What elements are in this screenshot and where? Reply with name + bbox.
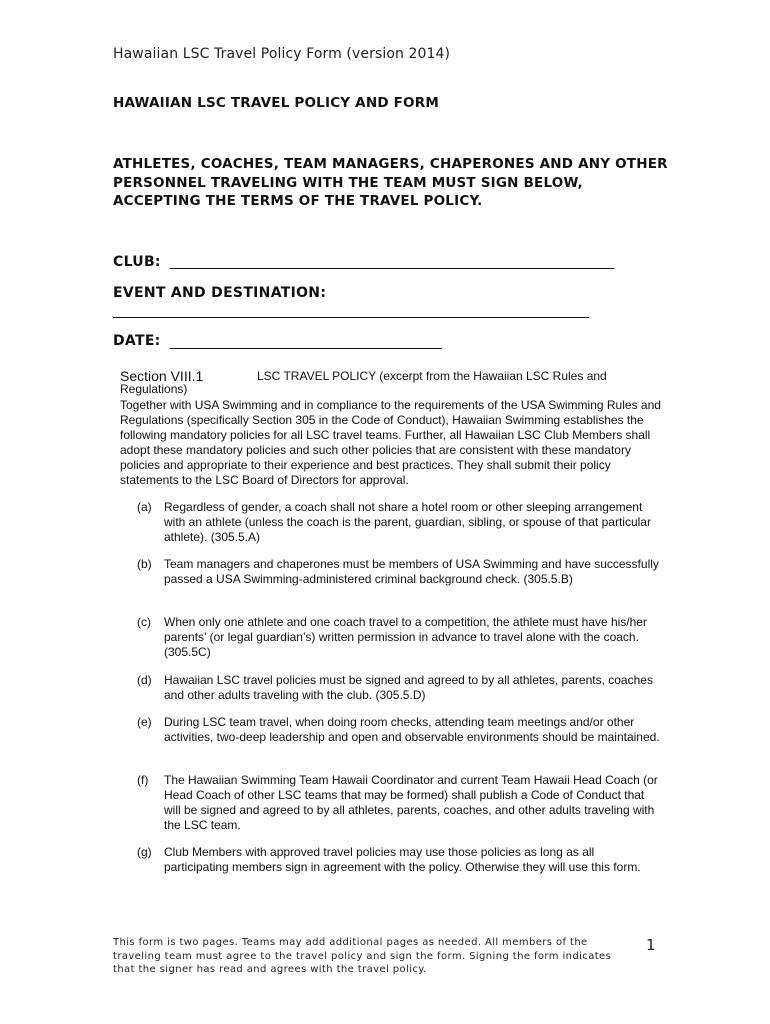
- policy-item-letter: (a): [137, 500, 152, 514]
- policy-item-text: Team managers and chaperones must be members of USA Swimming and have successfully passed a USA Swimming-administered criminal background check. (305.5.B): [164, 557, 659, 586]
- club-input-line[interactable]: [170, 268, 614, 269]
- policy-item-text: Club Members with approved travel policies may use those policies as long as all participating members sign in agreement with the policy. Otherwise they will use this form.: [164, 845, 641, 874]
- page-header: Hawaiian LSC Travel Policy Form (version 2014): [113, 46, 451, 62]
- policy-item-letter: (b): [137, 557, 152, 571]
- section-number: Section VIII.1: [120, 368, 204, 384]
- policy-item-text: Regardless of gender, a coach shall not share a hotel room or other sleeping arrangement with an athlete (unless the coach is the parent, guardian, sibling, or spouse of that particular athlete). (305.5.A): [164, 500, 651, 544]
- club-label: CLUB:: [113, 254, 161, 270]
- policy-item-letter: (e): [137, 715, 152, 729]
- footer-note: This form is two pages. Teams may add additional pages as needed. All members of the traveling team must agree to the travel policy and sign the form. Signing the form indicates that the signer has read and agrees with the travel policy.: [113, 937, 612, 975]
- date-label: DATE:: [113, 333, 161, 349]
- page-number: 1: [646, 936, 656, 954]
- section-title: LSC TRAVEL POLICY (excerpt from the Hawaiian LSC Rules and: [257, 369, 607, 383]
- page-title: HAWAIIAN LSC TRAVEL POLICY AND FORM: [113, 95, 439, 111]
- intro-statement: ATHLETES, COACHES, TEAM MANAGERS, CHAPERONES AND ANY OTHER PERSONNEL TRAVELING WITH THE TEAM MUST SIGN BELOW, ACCEPTING THE TERMS OF THE TRAVEL POLICY.: [113, 156, 668, 209]
- policy-item-letter: (d): [137, 673, 152, 687]
- event-destination-label: EVENT AND DESTINATION:: [113, 285, 327, 301]
- policy-item-text: When only one athlete and one coach travel to a competition, the athlete must have his/her parents’ (or legal guardian’s) written permission in advance to travel alone with the coach. (305.5C): [164, 615, 647, 659]
- policy-item-text: Hawaiian LSC travel policies must be signed and agreed to by all athletes, parents, coaches and other adults traveling with the club. (305.5.D): [164, 673, 653, 702]
- policy-item-text: During LSC team travel, when doing room checks, attending team meetings and/or other activities, two-deep leadership and open and observable environments should be maintained.: [164, 715, 660, 744]
- policy-item-letter: (c): [137, 615, 151, 629]
- policy-item-letter: (f): [137, 773, 149, 787]
- section-title-continued: Regulations): [120, 382, 188, 396]
- policy-item-letter: (g): [137, 845, 152, 859]
- event-destination-input-line[interactable]: [113, 317, 589, 318]
- date-input-line[interactable]: [170, 348, 442, 349]
- policy-item-text: The Hawaiian Swimming Team Hawaii Coordinator and current Team Hawaii Head Coach (or Head Coach of other LSC teams that may be formed) shall publish a Code of Conduct that will be signed and agreed to by all athletes, parents, coaches, and other adults traveling with the LSC team.: [164, 773, 658, 832]
- policy-body-paragraph: Together with USA Swimming and in compliance to the requirements of the USA Swimming Rules and Regulations (specifically Section 305 in the Code of Conduct), Hawaiian Swimming establishes the following mandatory policies for all LSC travel teams. Further, all Hawaiian LSC Club Members shall adopt these mandatory policies and such other policies that are consistent with these mandatory policies and appropriate to their experience and best practices. They shall submit their policy statements to the LSC Board of Directors for approval.: [120, 398, 661, 487]
